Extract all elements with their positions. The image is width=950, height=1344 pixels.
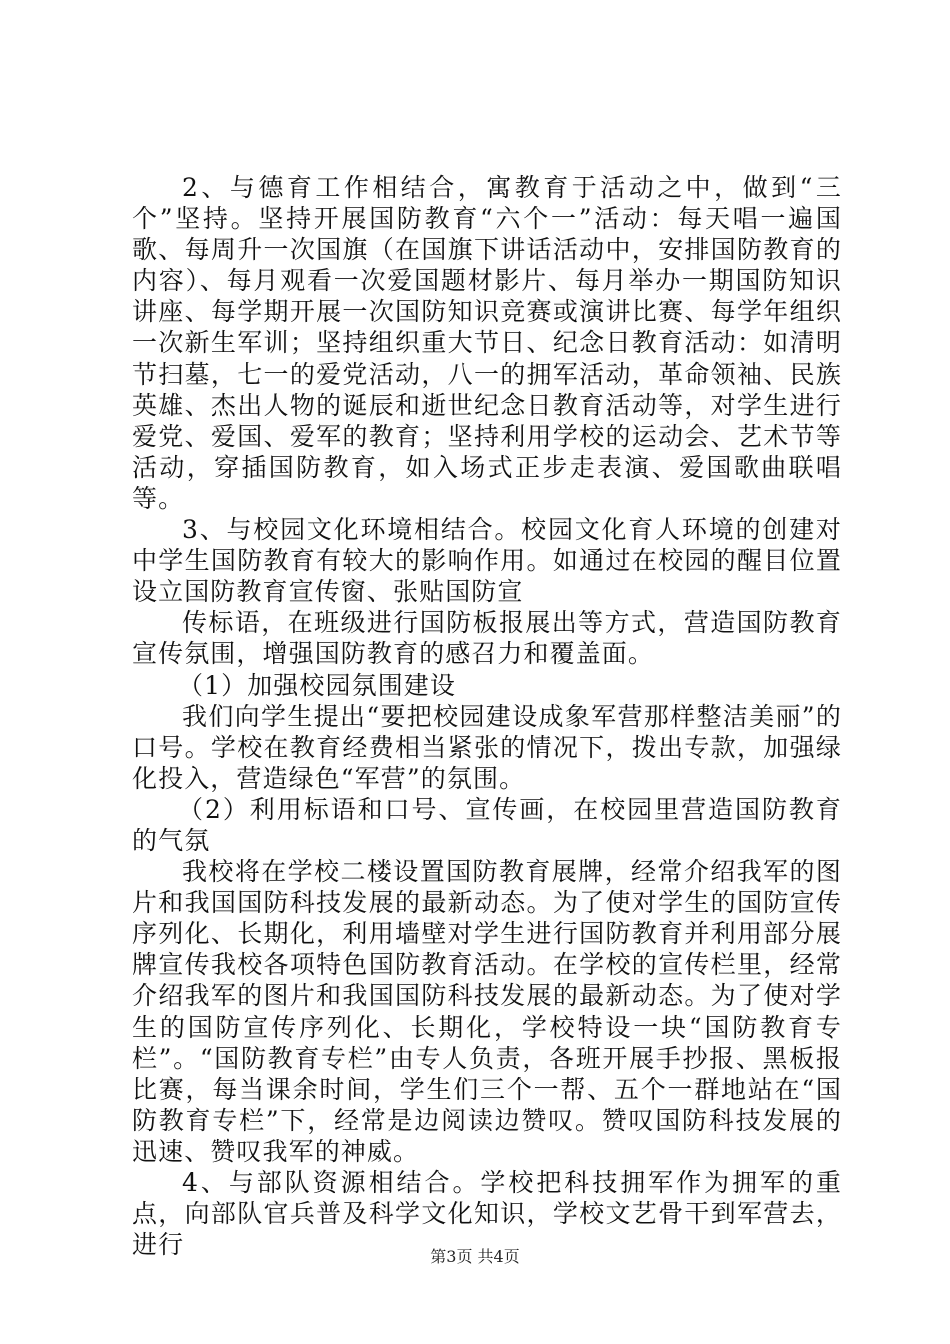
paragraph-moral-education: 2、与德育工作相结合，寓教育于活动之中，做到“三个”坚持。坚持开展国防教育“六个一”活动：每天唱一遍国歌、每周升一次国旗（在国旗下讲话活动中，安排国防教育的内容）、每月观看一次爱国题材影片、每月举办一期国防知识讲座、每学期开展一次国防知识竞赛或演讲比赛、每学年组织一次新生军训；坚持组织重大节日、纪念日教育活动：如清明节扫墓，七一的爱党活动，八一的拥军活动，革命领袖、民族英雄、杰出人物的诞辰和逝世纪念日教育活动等，对学生进行爱党、爱国、爱军的教育；坚持利用学校的运动会、艺术节等活动，穿插国防教育，如入场式正步走表演、爱国歌曲联唱等。 xyxy=(132,173,842,513)
page-number-footer: 第3页 共4页 xyxy=(430,1247,520,1266)
paragraph-exhibition-boards: 我校将在学校二楼设置国防教育展牌，经常介绍我军的图片和我国国防科技发展的最新动态。为了使对学生的国防宣传序列化、长期化，利用墙壁对学生进行国防教育并利用部分展牌宣传我校各项特色国防教育活动。在学校的宣传栏里，经常介绍我军的图片和我国国防科技发展的最新动态。为了使对学生的国防宣传序列化、长期化，学校特设一块“国防教育专栏”。“国防教育专栏”由专人负责，各班开展手抄报、黑板报比赛，每当课余时间，学生们三个一帮、五个一群地站在“国防教育专栏”下，经常是边阅读边赞叹。赞叹国防科技发展的迅速、赞叹我军的神威。 xyxy=(132,857,842,1166)
paragraph-military-resources: 4、与部队资源相结合。学校把科技拥军作为拥军的重点，向部队官兵普及科学文化知识，学校文艺骨干到军营去，进行 xyxy=(132,1168,842,1260)
paragraph-campus-slogan: 我们向学生提出“要把校园建设成象军营那样整洁美丽”的口号。学校在教育经费相当紧张的情况下，拨出专款，加强绿化投入，营造绿色“军营”的氛围。 xyxy=(132,701,842,793)
subheading-campus-atmosphere: （1）加强校园氛围建设 xyxy=(178,670,457,700)
subheading-slogans-posters: （2）利用标语和口号、宣传画，在校园里营造国防教育的气氛 xyxy=(132,794,842,855)
paragraph-campus-culture: 3、与校园文化环境相结合。校园文化育人环境的创建对中学生国防教育有较大的影响作用。如通过在校园的醒目位置设立国防教育宣传窗、张贴国防宣 xyxy=(132,515,842,607)
paragraph-campus-culture-cont: 传标语，在班级进行国防板报展出等方式，营造国防教育宣传氛围，增强国防教育的感召力和覆盖面。 xyxy=(132,608,842,669)
document-body xyxy=(132,172,842,1260)
